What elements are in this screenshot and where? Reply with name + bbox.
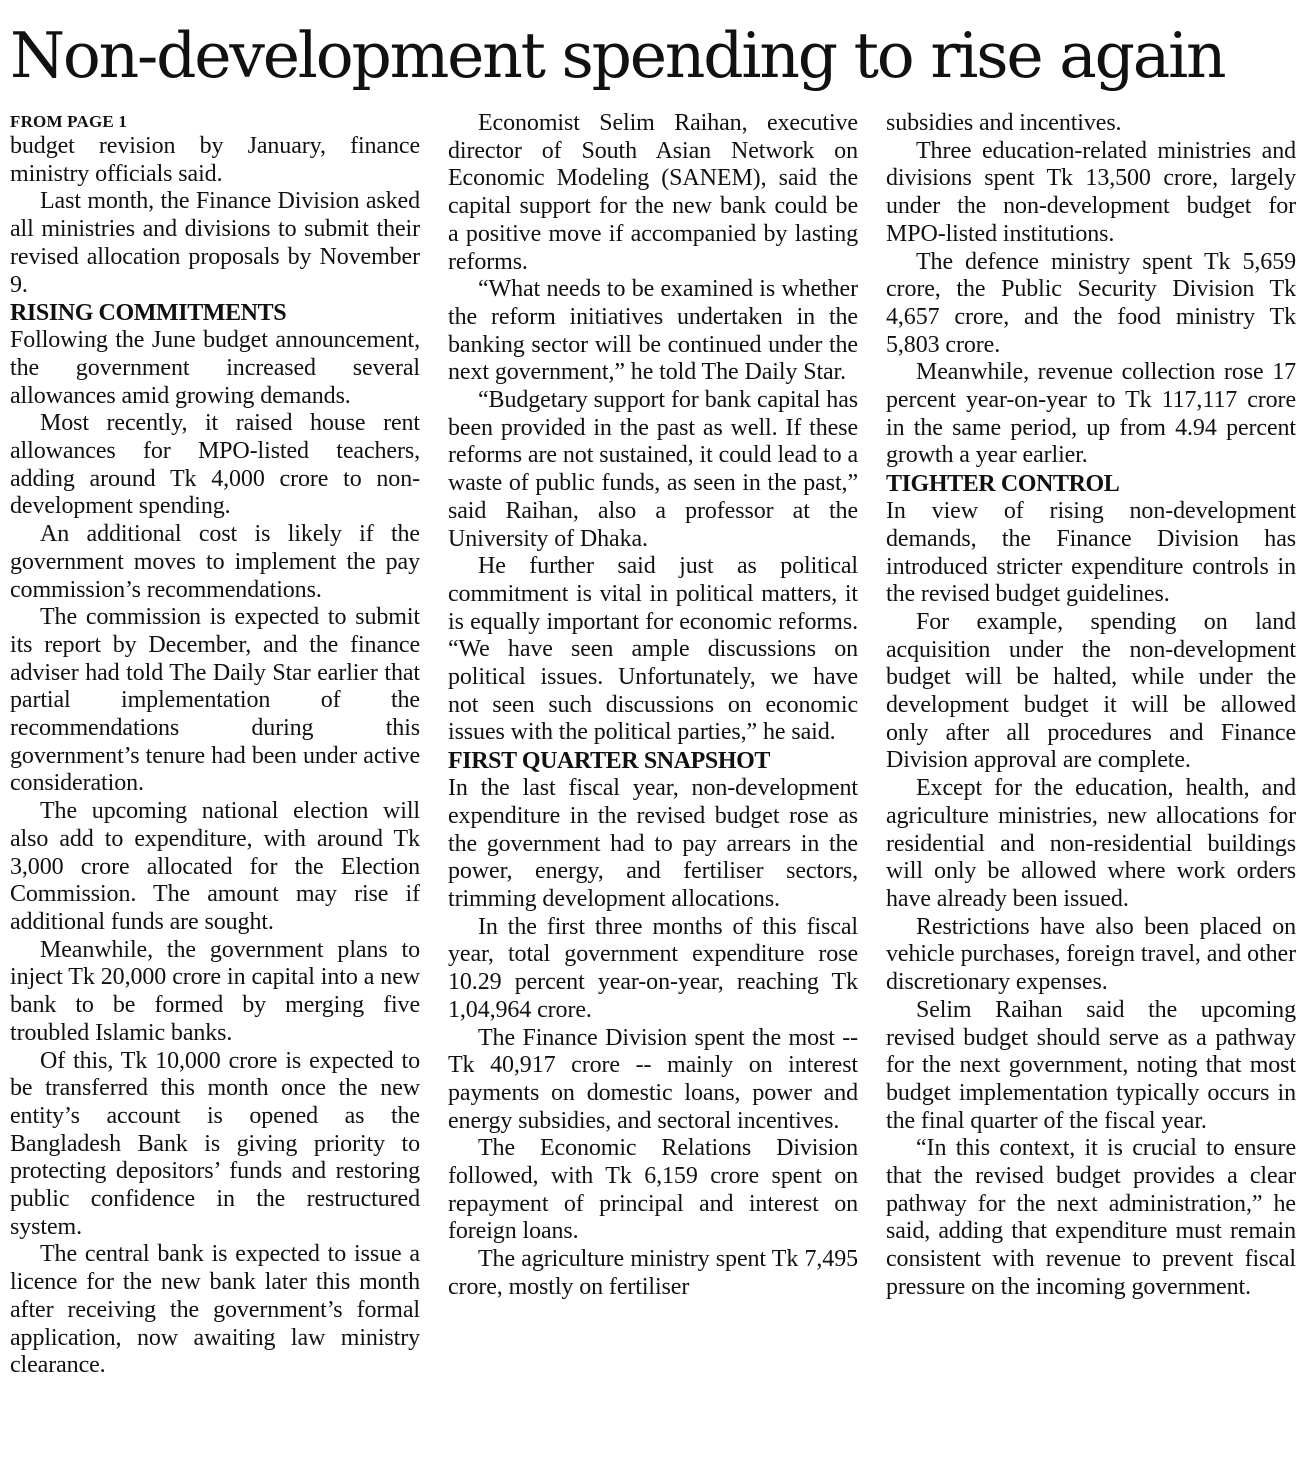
paragraph: budget revision by January, finance ministry officials said. (10, 133, 420, 187)
paragraph: Of this, Tk 10,000 crore is expected to be transferred this month once the new entity’s account is opened as the Bangladesh Bank is giving priority to protecting depositors’ funds and restoring public confidence in the restructured system. (10, 1047, 420, 1240)
paragraph: Most recently, it raised house rent allowances for MPO-listed teachers, adding around Tk 4,000 crore to non-development spending. (10, 410, 420, 520)
paragraph: Following the June budget announcement, the government increased several allowances amid growing demands. (10, 327, 420, 409)
paragraph: He further said just as political commitment is vital in political matters, it is equally important for economic reforms. “We have seen ample discussions on political issues. Unfortunately, we have not seen such discussions on economic issues with the political parties,” he said. (448, 553, 858, 746)
paragraph: Economist Selim Raihan, executive director of South Asian Network on Economic Modeling (SANEM), said the capital support for the new bank could be a positive move if accompanied by lasting reforms. (448, 110, 858, 275)
paragraph: Selim Raihan said the upcoming revised budget should serve as a pathway for the next government, noting that most budget implementation typically occurs in the final quarter of the fiscal year. (886, 996, 1296, 1134)
paragraph: The Economic Relations Division followed, with Tk 6,159 crore spent on repayment of principal and interest on foreign loans. (448, 1135, 858, 1245)
paragraph: The agriculture ministry spent Tk 7,495 crore, mostly on fertiliser (448, 1246, 858, 1300)
paragraph: Three education-related ministries and divisions spent Tk 13,500 crore, largely under the non-development budget for MPO-listed institutions. (886, 137, 1296, 247)
paragraph: The Finance Division spent the most -- Tk 40,917 crore -- mainly on interest payments on domestic loans, power and energy subsidies, and sectoral incentives. (448, 1024, 858, 1134)
paragraph: “In this context, it is crucial to ensure that the revised budget provides a clear pathway for the next administration,” he said, adding that expenditure must remain consistent with revenue to prevent fiscal pressure on the incoming government. (886, 1135, 1296, 1300)
paragraph: The commission is expected to submit its report by December, and the finance adviser had told The Daily Star earlier that partial implementation of the recommendations during this government’s tenure had been under active consideration. (10, 604, 420, 797)
subheading-tighter-control: TIGHTER CONTROL (886, 471, 1120, 498)
paragraph: In the last fiscal year, non-development expenditure in the revised budget rose as the government had to pay arrears in the power, energy, and fertiliser sectors, trimming development allocations. (448, 775, 858, 912)
paragraph: The defence ministry spent Tk 5,659 crore, the Public Security Division Tk 4,657 crore, and the food ministry Tk 5,803 crore. (886, 248, 1296, 358)
paragraph: “Budgetary support for bank capital has been provided in the past as well. If these reforms are not sustained, it could lead to a waste of public funds, as seen in the past,” said Raihan, also a professor at the University of Dhaka. (448, 387, 858, 552)
paragraph: For example, spending on land acquisition under the non-development budget will be halted, while under the development budget it will be allowed only after all procedures and Finance Division approval are complete. (886, 608, 1296, 774)
article-column-3 (886, 110, 1296, 1445)
paragraph: subsidies and incentives. (886, 110, 1122, 136)
paragraph: Meanwhile, the government plans to inject Tk 20,000 crore in capital into a new bank to be formed by merging five troubled Islamic banks. (10, 936, 420, 1046)
paragraph: The central bank is expected to issue a licence for the new bank later this month after receiving the government’s formal application, now awaiting law ministry clearance. (10, 1241, 420, 1379)
paragraph: Restrictions have also been placed on vehicle purchases, foreign travel, and other discretionary expenses. (886, 913, 1296, 996)
subheading-first-quarter-snapshot: FIRST QUARTER SNAPSHOT (448, 748, 770, 775)
continuation-label: FROM PAGE 1 (10, 112, 128, 131)
paragraph: The upcoming national election will also add to expenditure, with around Tk 3,000 crore allocated for the Election Commission. The amount may rise if additional funds are sought. (10, 798, 420, 935)
paragraph: Last month, the Finance Division asked all ministries and divisions to submit their revised allocation proposals by November 9. (10, 188, 420, 298)
headline: Non-development spending to rise again (10, 19, 1225, 92)
article-column-1 (10, 110, 420, 1445)
paragraph: Meanwhile, revenue collection rose 17 percent year-on-year to Tk 117,117 crore in the same period, up from 4.94 percent growth a year earlier. (886, 359, 1296, 469)
paragraph: In the first three months of this fiscal year, total government expenditure rose 10.29 percent year-on-year, reaching Tk 1,04,964 crore. (448, 913, 858, 1023)
paragraph: Except for the education, health, and agriculture ministries, new allocations for residential and non-residential buildings will only be allowed where work orders have already been issued. (886, 775, 1296, 912)
subheading-rising-commitments: RISING COMMITMENTS (10, 300, 287, 327)
paragraph: “What needs to be examined is whether the reform initiatives undertaken in the banking sector will be continued under the next government,” he told The Daily Star. (448, 276, 858, 386)
paragraph: An additional cost is likely if the government moves to implement the pay commission’s recommendations. (10, 521, 420, 603)
paragraph: In view of rising non-development demands, the Finance Division has introduced stricter expenditure controls in the revised budget guidelines. (886, 498, 1296, 608)
article-column-2 (448, 110, 858, 1445)
